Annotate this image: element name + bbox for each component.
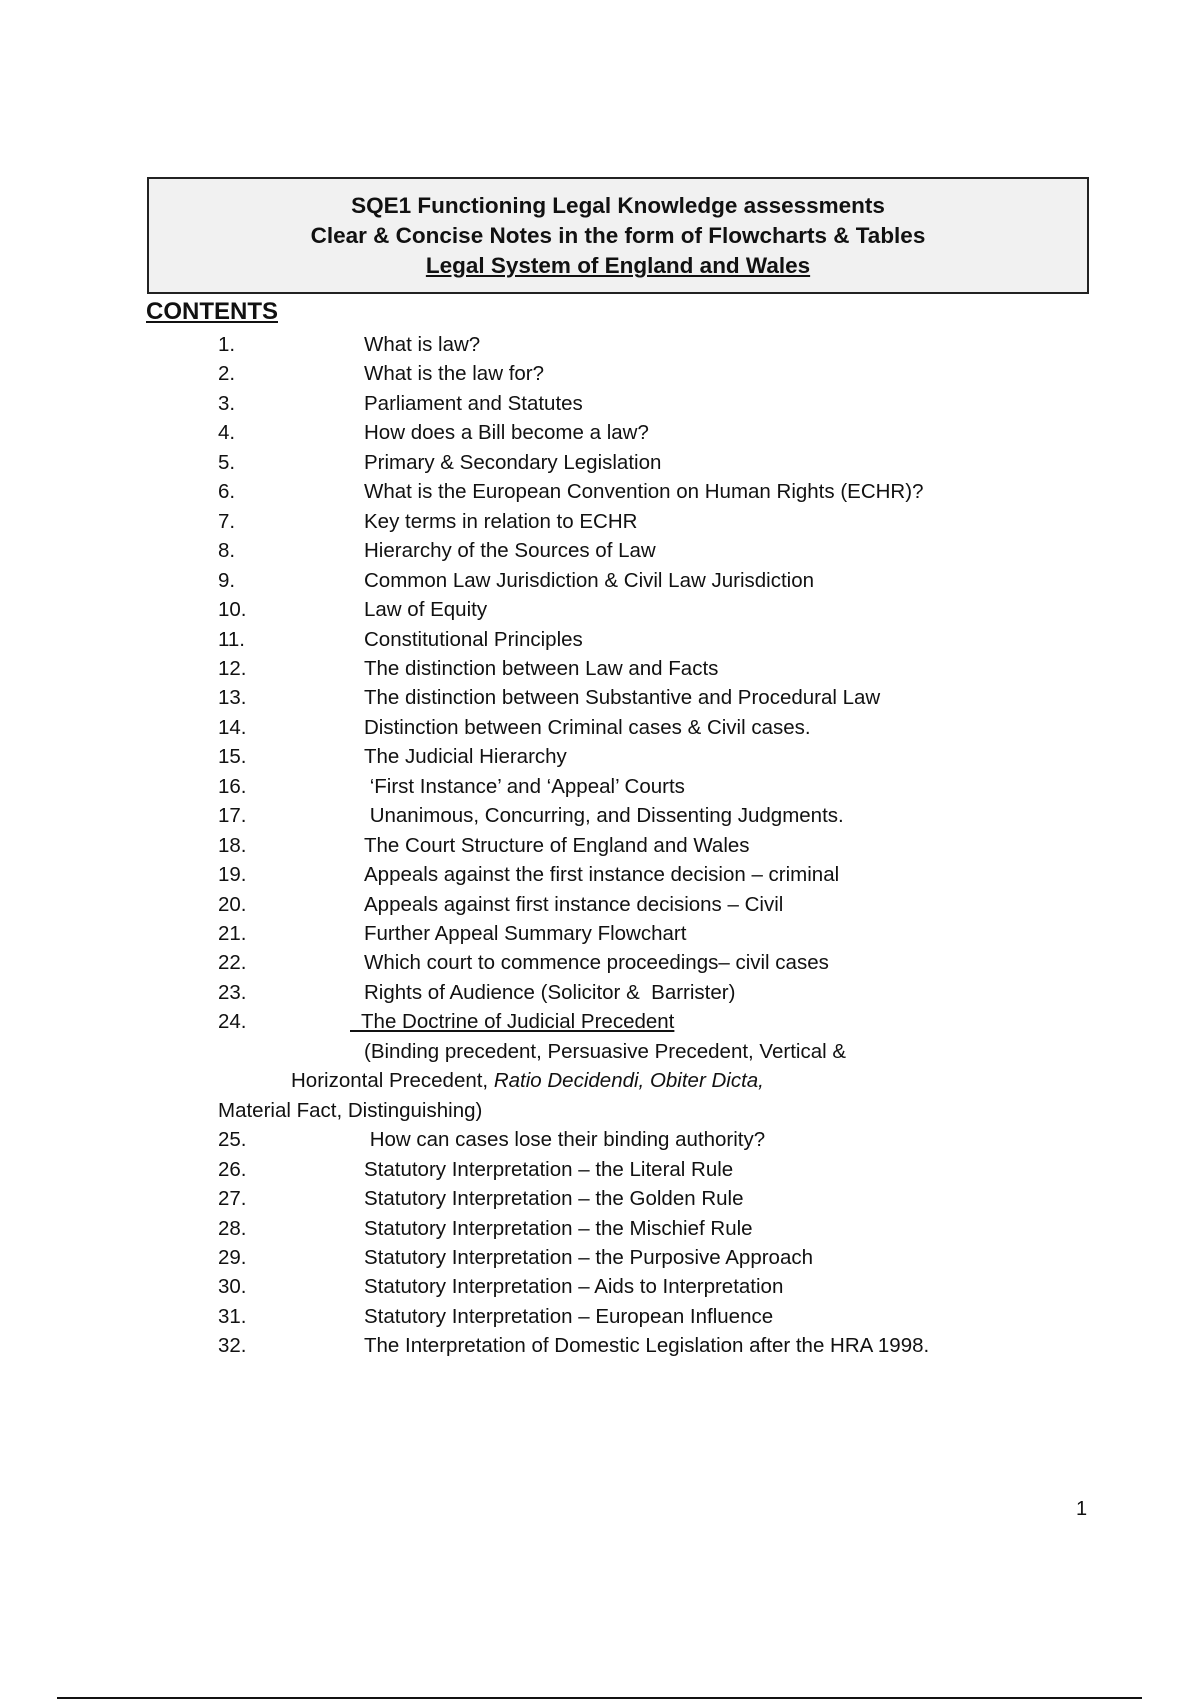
toc-item-title: The Interpretation of Domestic Legislation after the HRA 1998. bbox=[364, 1334, 930, 1358]
toc-item-number: 13. bbox=[218, 686, 247, 710]
page-number: 1 bbox=[1076, 1498, 1088, 1520]
toc-item-title: Further Appeal Summary Flowchart bbox=[364, 922, 687, 945]
toc-item-number: 23. bbox=[218, 980, 247, 1004]
toc-item-number: 16. bbox=[218, 774, 247, 798]
toc-item-title: The Judicial Hierarchy bbox=[364, 745, 567, 769]
toc-item-number: 5. bbox=[218, 450, 236, 474]
toc-item-title: The distinction between Law and Facts bbox=[364, 656, 719, 680]
toc-item-number: 2. bbox=[218, 362, 236, 386]
toc-item-number: 22. bbox=[218, 951, 247, 975]
toc-item-title: Statutory Interpretation – Aids to Interpretation bbox=[364, 1275, 784, 1299]
toc-item-number: 19. bbox=[218, 863, 247, 887]
toc-item-number: 28. bbox=[218, 1216, 247, 1240]
toc-item-number: 15. bbox=[218, 745, 247, 769]
toc-item-title: Hierarchy of the Sources of Law bbox=[364, 539, 656, 563]
toc-item-title: Common Law Jurisdiction & Civil Law Jurisdiction bbox=[364, 568, 815, 592]
toc-detail-italic: Ratio Decidendi, Obiter Dicta, bbox=[493, 1069, 764, 1093]
toc-item-number: 30. bbox=[218, 1275, 247, 1299]
toc-item-title: Appeals against the first instance decision – criminal bbox=[364, 863, 840, 887]
toc-item-number: 12. bbox=[218, 656, 247, 680]
toc-item-title: How can cases lose their binding authority? bbox=[364, 1128, 766, 1152]
toc-item-title: Appeals against first instance decisions – Civil bbox=[364, 892, 784, 916]
toc-item-title: Constitutional Principles bbox=[364, 627, 583, 651]
title-line-2: Clear & Concise Notes in the form of Flowcharts & Tables bbox=[310, 223, 926, 248]
toc-item-title: Primary & Secondary Legislation bbox=[364, 450, 662, 474]
toc-item-title: Statutory Interpretation – European Influence bbox=[364, 1304, 774, 1328]
toc-item-title: Which court to commence proceedings– civil cases bbox=[364, 951, 829, 975]
toc-item-title: Distinction between Criminal cases & Civil cases. bbox=[364, 715, 811, 739]
toc-item-title: The Doctrine of Judicial Precedent bbox=[350, 1010, 675, 1034]
toc-item-number: 25. bbox=[218, 1128, 247, 1152]
title-line-1: SQE1 Functioning Legal Knowledge assessments bbox=[351, 193, 885, 218]
toc-item-title: Parliament and Statutes bbox=[364, 391, 583, 415]
toc-item-number: 1. bbox=[218, 333, 236, 356]
toc-item-title: How does a Bill become a law? bbox=[364, 421, 649, 445]
toc-item-title: Statutory Interpretation – the Literal Rule bbox=[364, 1157, 734, 1181]
toc-item-title: Unanimous, Concurring, and Dissenting Judgments. bbox=[364, 804, 844, 828]
toc-detail-text: Horizontal Precedent, bbox=[291, 1069, 494, 1093]
toc-item-number: 31. bbox=[218, 1304, 247, 1328]
toc-item-number: 4. bbox=[218, 421, 236, 445]
toc-item-number: 18. bbox=[218, 833, 247, 857]
toc-item-number: 20. bbox=[218, 892, 247, 916]
toc-item-number: 7. bbox=[218, 509, 236, 533]
toc-item-title: What is the European Convention on Human Rights (ECHR)? bbox=[364, 480, 924, 504]
toc-item-title: What is the law for? bbox=[364, 362, 545, 386]
toc-item-number: 29. bbox=[218, 1245, 247, 1269]
toc-item-number: 8. bbox=[218, 539, 236, 563]
toc-item-number: 10. bbox=[218, 598, 247, 622]
toc-item-title: What is law? bbox=[364, 333, 481, 356]
toc-item-title: Rights of Audience (Solicitor & Barrister) bbox=[364, 980, 736, 1004]
toc-item-number: 26. bbox=[218, 1157, 247, 1181]
toc-item-number: 24. bbox=[218, 1010, 247, 1034]
toc-item-number: 17. bbox=[218, 804, 247, 828]
toc-item-title: Key terms in relation to ECHR bbox=[364, 509, 638, 533]
toc-item-detail: Material Fact, Distinguishing) bbox=[218, 1098, 483, 1122]
toc-item-title: ‘First Instance’ and ‘Appeal’ Courts bbox=[364, 774, 685, 798]
toc-item-number: 14. bbox=[218, 715, 247, 739]
toc-item-number: 21. bbox=[218, 922, 247, 945]
toc-item-detail bbox=[291, 1069, 764, 1093]
toc-item-number: 3. bbox=[218, 391, 236, 415]
toc-item-number: 11. bbox=[218, 627, 245, 651]
toc-item-title: Law of Equity bbox=[364, 598, 488, 622]
toc-item-number: 6. bbox=[218, 480, 236, 504]
toc-item-title: The Court Structure of England and Wales bbox=[364, 833, 750, 857]
toc-item-number: 9. bbox=[218, 568, 236, 592]
document-title: Legal System of England and Wales bbox=[425, 253, 811, 278]
contents-heading: CONTENTS bbox=[146, 298, 278, 325]
footer-divider bbox=[57, 1697, 1142, 1699]
toc-item-title: Statutory Interpretation – the Purposive Approach bbox=[364, 1245, 813, 1269]
toc-item-number: 32. bbox=[218, 1334, 247, 1358]
toc-item-number: 27. bbox=[218, 1187, 247, 1211]
toc-item-title: Statutory Interpretation – the Golden Rule bbox=[364, 1187, 744, 1211]
title-box bbox=[147, 177, 1089, 294]
toc-item-title: Statutory Interpretation – the Mischief Rule bbox=[364, 1216, 753, 1240]
toc-item-title: The distinction between Substantive and Procedural Law bbox=[364, 686, 881, 710]
toc-item-detail: (Binding precedent, Persuasive Precedent, Vertical & bbox=[364, 1039, 847, 1063]
